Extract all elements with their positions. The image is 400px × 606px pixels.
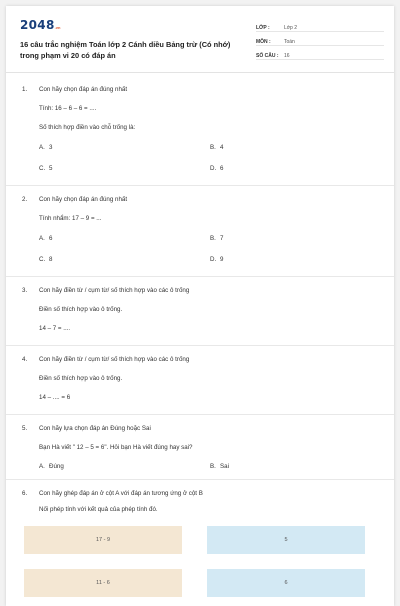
option-letter: C. xyxy=(39,255,46,263)
answer-option-a[interactable] xyxy=(39,142,210,152)
question-prompt-row xyxy=(22,354,380,364)
meta-value: Lớp 2 xyxy=(284,25,298,31)
meta-value: Toán xyxy=(284,39,295,45)
question-line: Điền số thích hợp vào ô trống. xyxy=(39,305,123,313)
worksheet-header xyxy=(6,6,394,66)
option-letter: A. xyxy=(39,462,45,470)
logo-suffix: .vn xyxy=(54,25,61,30)
question-2 xyxy=(6,194,394,264)
matching-grid xyxy=(6,526,394,597)
question-prompt-row xyxy=(22,84,380,94)
meta-label: MÔN : xyxy=(256,39,271,45)
option-text: 7 xyxy=(220,234,224,242)
option-letter: A. xyxy=(39,143,45,151)
question-5 xyxy=(6,423,394,471)
answer-option-a[interactable] xyxy=(39,233,210,243)
option-text: 6 xyxy=(220,164,224,172)
question-list xyxy=(6,84,394,597)
logo-text: 2048 xyxy=(20,18,55,32)
answer-option-b[interactable] xyxy=(210,461,381,471)
header-divider xyxy=(6,72,394,73)
meta-row-subject xyxy=(256,34,384,46)
question-prompt: Con hãy ghép đáp án ở cột A với đáp án tương ứng ở cột B xyxy=(39,489,203,497)
option-letter: B. xyxy=(210,234,216,242)
worksheet-meta xyxy=(256,20,384,62)
question-6 xyxy=(6,488,394,514)
question-number: 3. xyxy=(22,286,28,294)
option-text: 5 xyxy=(49,164,53,172)
option-text: Đúng xyxy=(49,462,64,470)
meta-value: 16 xyxy=(284,53,290,59)
answer-option-d[interactable] xyxy=(210,163,381,173)
option-text: 8 xyxy=(49,255,53,263)
answer-options xyxy=(22,142,380,173)
meta-row-grade xyxy=(256,20,384,32)
question-4 xyxy=(6,354,394,402)
option-letter: B. xyxy=(210,462,216,470)
answer-option-a[interactable] xyxy=(39,461,210,471)
question-line: Tính: 16 – 6 – 6 = .... xyxy=(39,104,97,112)
meta-label: LỚP : xyxy=(256,25,270,31)
question-number: 4. xyxy=(22,355,28,363)
question-prompt: Con hãy lựa chọn đáp án Đúng hoặc Sai xyxy=(39,424,151,432)
meta-row-question-count xyxy=(256,48,384,60)
question-line: Tính nhẩm: 17 – 9 = ... xyxy=(39,214,102,222)
question-line: Điền số thích hợp vào ô trống. xyxy=(39,374,123,382)
question-prompt: Con hãy chọn đáp án đúng nhất xyxy=(39,85,128,93)
column-a-item[interactable]: 17 - 9 xyxy=(24,526,182,554)
document-title: 16 câu trắc nghiệm Toán lớp 2 Cánh diều Bảng trừ (Có nhớ) trong phạm vi 20 có đáp án xyxy=(20,40,231,60)
answer-options xyxy=(22,233,380,264)
question-prompt-row xyxy=(22,194,380,204)
question-prompt: Con hãy điền từ / cụm từ/ số thích hợp vào các ô trống xyxy=(39,286,190,294)
column-b-item[interactable]: 6 xyxy=(207,569,365,597)
question-prompt: Con hãy điền từ / cụm từ/ số thích hợp vào các ô trống xyxy=(39,355,190,363)
question-number: 2. xyxy=(22,195,28,203)
answer-option-b[interactable] xyxy=(210,142,381,152)
column-b-item[interactable]: 5 xyxy=(207,526,365,554)
answer-option-c[interactable] xyxy=(39,163,210,173)
question-prompt: Con hãy chọn đáp án đúng nhất xyxy=(39,195,128,203)
option-letter: D. xyxy=(210,164,217,172)
option-text: Sai xyxy=(220,462,229,470)
question-line: Số thích hợp điền vào chỗ trống là: xyxy=(39,123,136,131)
meta-label: SỐ CÂU : xyxy=(256,53,279,59)
answer-option-c[interactable] xyxy=(39,254,210,264)
question-prompt-row xyxy=(22,488,380,498)
question-line: 14 – 7 = .... xyxy=(39,324,71,332)
question-3 xyxy=(6,285,394,333)
option-letter: B. xyxy=(210,143,216,151)
question-number: 1. xyxy=(22,85,28,93)
question-prompt-row xyxy=(22,285,380,295)
answer-options xyxy=(22,461,380,471)
column-a-item[interactable]: 11 - 6 xyxy=(24,569,182,597)
answer-option-b[interactable] xyxy=(210,233,381,243)
question-1 xyxy=(6,84,394,173)
option-text: 9 xyxy=(220,255,224,263)
answer-option-d[interactable] xyxy=(210,254,381,264)
option-letter: C. xyxy=(39,164,46,172)
question-line: Nối phép tính với kết quả của phép tính đó. xyxy=(39,505,158,513)
question-line: Bạn Hà viết " 12 – 5 = 6". Hỏi bạn Hà viết đúng hay sai? xyxy=(39,443,193,451)
question-number: 6. xyxy=(22,489,28,497)
worksheet-page xyxy=(6,6,394,606)
option-text: 3 xyxy=(49,143,53,151)
question-prompt-row xyxy=(22,423,380,433)
option-letter: D. xyxy=(210,255,217,263)
question-number: 5. xyxy=(22,424,28,432)
option-text: 4 xyxy=(220,143,224,151)
option-text: 6 xyxy=(49,234,53,242)
question-line: 14 – .... = 6 xyxy=(39,393,71,401)
option-letter: A. xyxy=(39,234,45,242)
